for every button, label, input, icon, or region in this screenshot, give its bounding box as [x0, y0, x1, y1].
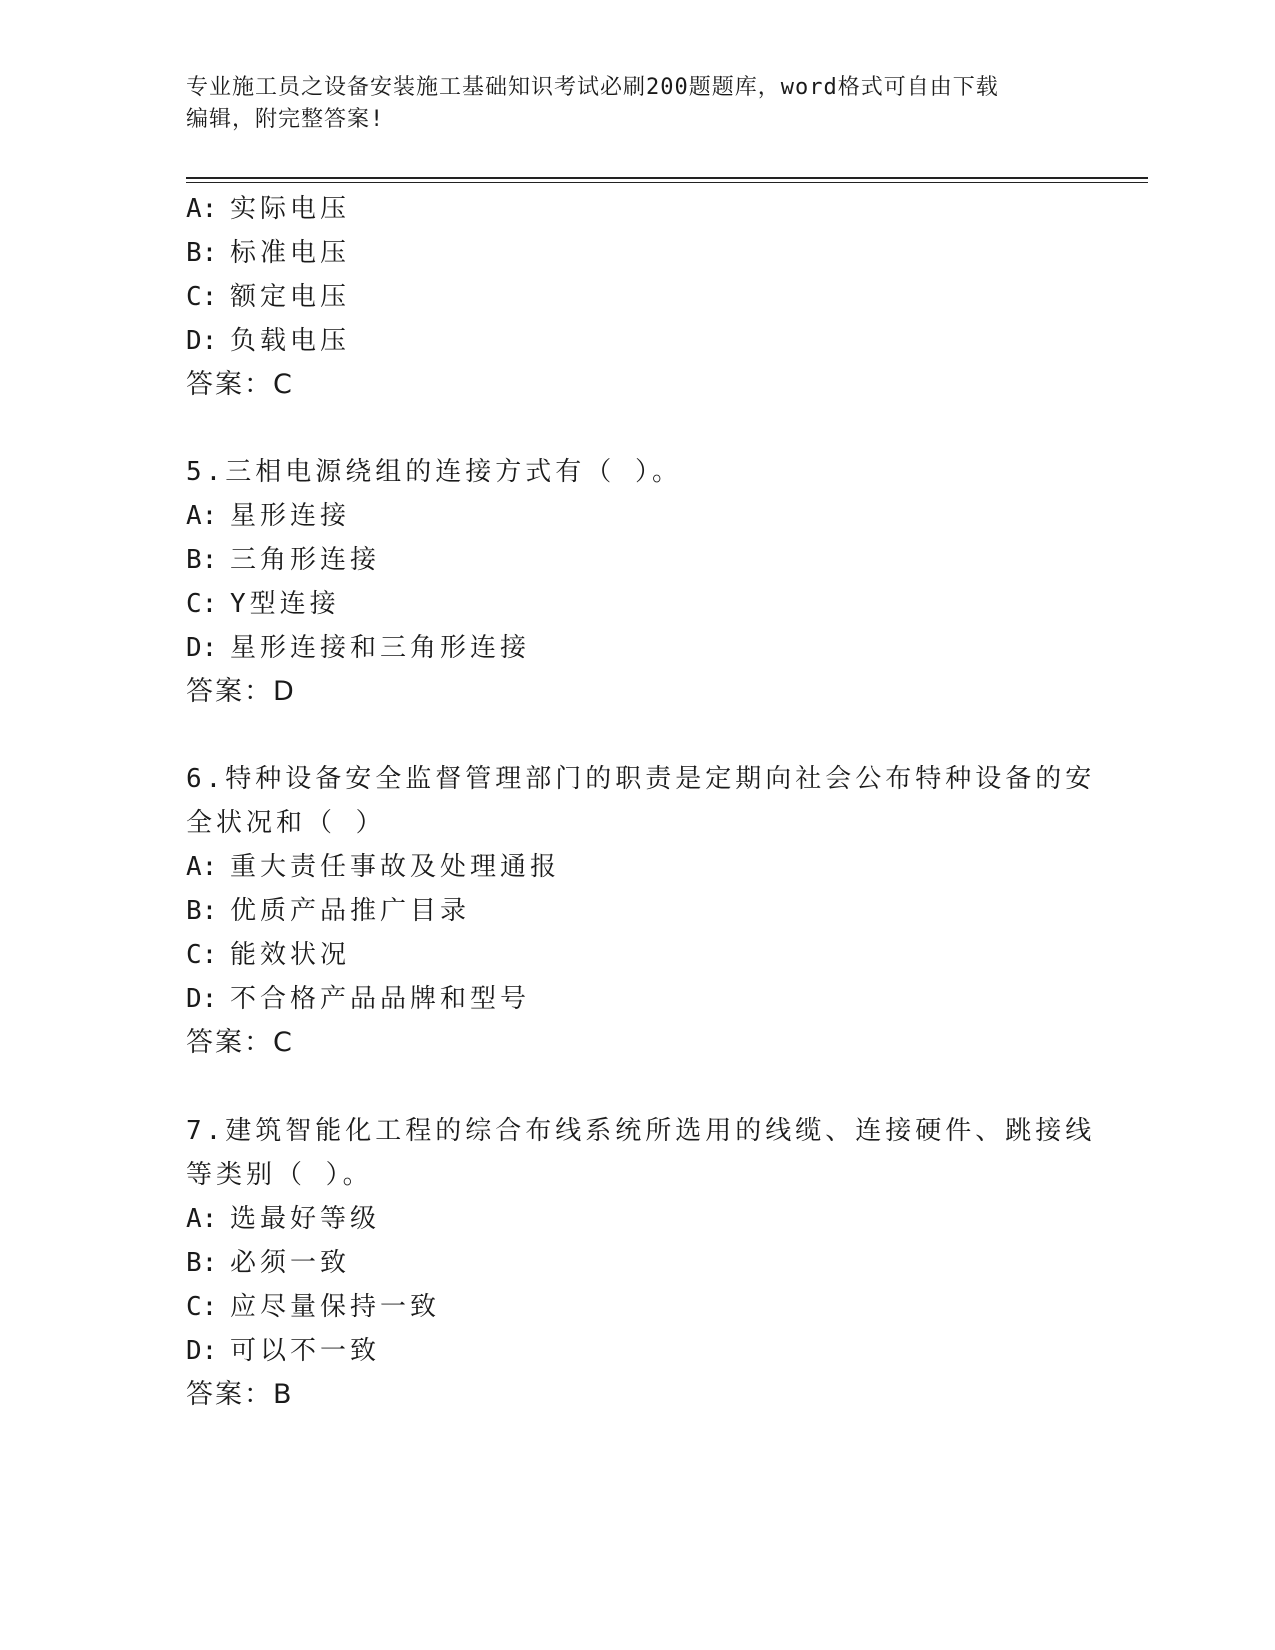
- q4-option-c: C: 额定电压: [186, 282, 351, 312]
- q5-option-b: B: 三角形连接: [186, 545, 381, 575]
- q5-answer: 答案：D: [186, 676, 296, 707]
- q6-option-d: D: 不合格产品品牌和型号: [186, 984, 531, 1014]
- header-line-1: 专业施工员之设备安装施工基础知识考试必刷200题题库，word格式可自由下载: [186, 75, 999, 100]
- q4-answer: 答案：C: [186, 369, 294, 400]
- q5-option-a: A: 星形连接: [186, 501, 351, 531]
- q5-question: 5.三相电源绕组的连接方式有（ ）。: [186, 457, 682, 487]
- q4-option-a: A: 实际电压: [186, 194, 351, 224]
- q7-answer: 答案：B: [186, 1379, 294, 1410]
- q4-option-b: B: 标准电压: [186, 238, 351, 268]
- header-line-2: 编辑，附完整答案!: [186, 107, 385, 132]
- q5-option-d: D: 星形连接和三角形连接: [186, 633, 531, 663]
- q5-option-c: C: Y型连接: [186, 589, 340, 619]
- q4-option-d: D: 负载电压: [186, 326, 351, 356]
- q6-question-line-1: 6.特种设备安全监督管理部门的职责是定期向社会公布特种设备的安: [186, 764, 1096, 794]
- q6-option-c: C: 能效状况: [186, 940, 351, 970]
- header-rule-thick: [186, 177, 1148, 179]
- q7-option-b: B: 必须一致: [186, 1248, 351, 1278]
- q6-answer: 答案：C: [186, 1027, 294, 1058]
- q7-question-line-2: 等类别（ ）。: [186, 1160, 373, 1190]
- q7-option-c: C: 应尽量保持一致: [186, 1292, 441, 1322]
- q6-question-line-2: 全状况和（ ）: [186, 808, 386, 838]
- q7-option-d: D: 可以不一致: [186, 1336, 381, 1366]
- document-header: [186, 72, 1086, 136]
- q6-option-b: B: 优质产品推广目录: [186, 896, 471, 926]
- header-rule-thin: [186, 182, 1148, 183]
- q7-option-a: A: 选最好等级: [186, 1204, 381, 1234]
- q7-question-line-1: 7.建筑智能化工程的综合布线系统所选用的线缆、连接硬件、跳接线: [186, 1116, 1096, 1146]
- q6-option-a: A: 重大责任事故及处理通报: [186, 852, 561, 882]
